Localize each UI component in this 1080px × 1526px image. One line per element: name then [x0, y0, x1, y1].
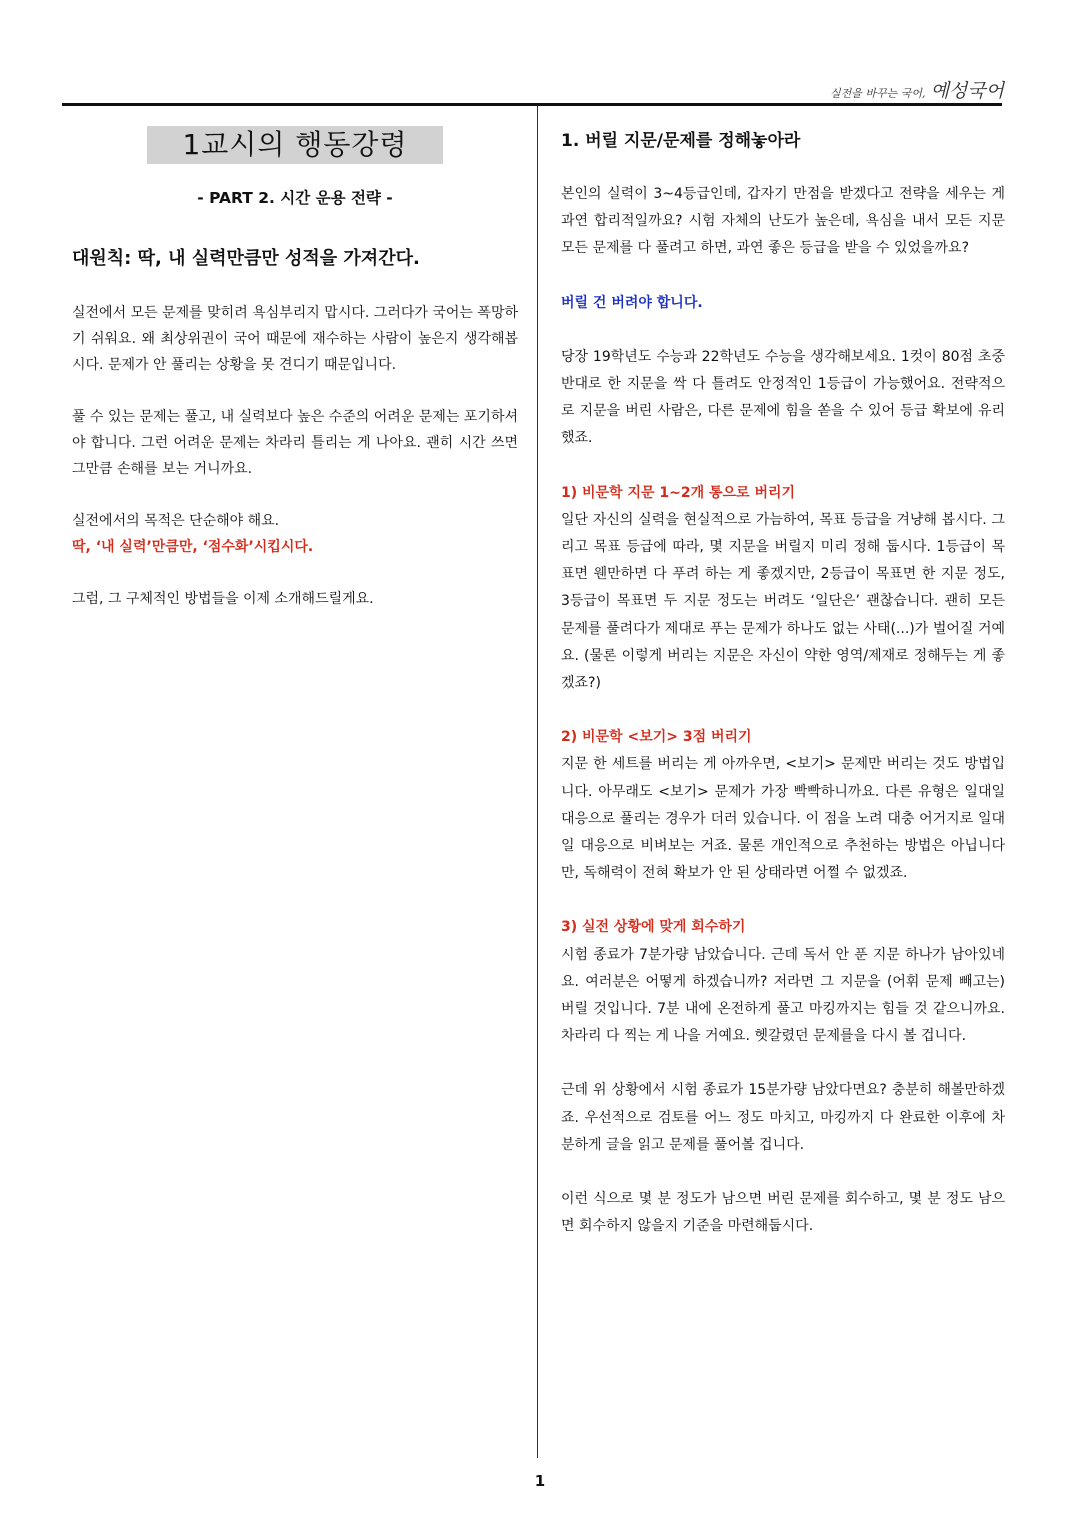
brand-tagline: 실전을 바꾸는 국어, [829, 87, 926, 100]
subsection-3-body: 시험 종료가 7분가량 남았습니다. 근데 독서 안 푼 지문 하나가 남아있네요. 여러분은 어떻게 하겠습니까? 저라면 그 지문을 (어휘 문제 빼고는) 버릴 것입니다. 7분 내에 온전하게 풀고 마킹까지는 힘들 것 같으니까요. 차라리 다 찍는 게 나을 거예요. 헷갈렸던 문제를을 다시 볼 겁니다. [561, 946, 1005, 1045]
brand-header [830, 76, 1004, 103]
left-column [72, 126, 518, 612]
subsection-2-title: 2) 비문학 <보기> 3점 버리기 [561, 729, 752, 746]
header-rule [62, 103, 1002, 106]
right-paragraph-1: 본인의 실력이 3~4등급인데, 갑자기 만점을 받겠다고 전략을 세우는 게 과연 합리적일까요? 시험 자체의 난도가 높은데, 욕심을 내서 모든 지문 모든 문제를 다 풀려고 하면, 과연 좋은 등급을 받을 수 있었을까요? [561, 186, 1005, 257]
left-paragraph-1: 실전에서 모든 문제를 맞히려 욕심부리지 맙시다. 그러다가 국어는 폭망하기 쉬워요. 왜 최상위권이 국어 때문에 재수하는 사람이 높은지 생각해봅시다. 문제가 안 풀리는 상황을 못 견디기 때문입니다. [72, 305, 518, 373]
emphasis-blue: 버릴 건 버려야 합니다. [561, 294, 703, 311]
right-paragraph-3: 근데 위 상황에서 시험 종료가 15분가량 남았다면요? 충분히 해볼만하겠죠. 우선적으로 검토를 어느 정도 마치고, 마킹까지 다 완료한 이후에 차분하게 글을 읽고 문제를 풀어볼 겁니다. [561, 1082, 1005, 1153]
subsection-1-body: 일단 자신의 실력을 현실적으로 가늠하여, 목표 등급을 겨냥해 봅시다. 그리고 목표 등급에 따라, 몇 지문을 버릴지 미리 정해 둡시다. 1등급이 목표면 웬만하면 다 푸려 하는 게 좋겠지만, 2등급이 목표면 한 지문 정도, 3등급이 목표면 두 지문 정도는 버려도 ‘일단은’ 괜찮습니다. 괜히 모든 문제를 풀려다가 제대로 푸는 문제가 하나도 없는 사태(...)가 벌어질 거예요. (물론 이렇게 버리는 지문은 자신이 약한 영역/제재로 정해두는 게 좋겠죠?) [561, 511, 1005, 692]
subsection-2-body: 지문 한 세트를 버리는 게 아까우면, <보기> 문제만 버리는 것도 방법입니다. 아무래도 <보기> 문제가 가장 빡빡하니까요. 다른 유형은 일대일 대응으로 풀리는 경우가 더러 있습니다. 이 점을 노려 대충 어거지로 일대일 대응으로 비벼보는 거죠. 물론 개인적으로 추천하는 방법은 아닙니다만, 독해력이 전혀 확보가 안 된 상태라면 어쩔 수 없겠죠. [561, 756, 1005, 882]
right-column [561, 126, 1005, 1241]
main-principle: 대원칙: 딱, 내 실력만큼만 성적을 가져간다. [72, 248, 420, 269]
left-paragraph-2: 풀 수 있는 문제는 풀고, 내 실력보다 높은 수준의 어려운 문제는 포기하셔야 합니다. 그런 어려운 문제는 차라리 틀리는 게 나아요. 괜히 시간 쓰면 그만큼 손해를 보는 거니까요. [72, 409, 518, 477]
page-subtitle: - PART 2. 시간 운용 전략 - [197, 189, 393, 207]
brand-name: 예성국어 [930, 80, 1004, 102]
section-heading: 1. 버릴 지문/문제를 정해놓아라 [561, 131, 801, 151]
left-emphasis-red: 딱, ‘내 실력’만큼만, ‘점수화’시킵시다. [72, 539, 314, 555]
page-title: 1교시의 행동강령 [147, 126, 443, 164]
subsection-1-title: 1) 비문학 지문 1~2개 통으로 버리기 [561, 484, 796, 501]
page-number: 1 [534, 1472, 546, 1490]
left-paragraph-3: 실전에서의 목적은 단순해야 해요. [72, 513, 280, 529]
left-paragraph-4: 그럼, 그 구체적인 방법들을 이제 소개해드릴게요. [72, 591, 374, 607]
column-divider [537, 106, 538, 1458]
right-paragraph-2: 당장 19학년도 수능과 22학년도 수능을 생각해보세요. 1컷이 80점 초중반대로 한 지문을 싹 다 틀려도 안정적인 1등급이 가능했어요. 전략적으로 지문을 버린 사람은, 다른 문제에 힘을 쏟을 수 있어 등급 확보에 유리했죠. [561, 348, 1005, 447]
right-paragraph-4: 이런 식으로 몇 분 정도가 남으면 버린 문제를 회수하고, 몇 분 정도 남으면 회수하지 않을지 기준을 마련해둡시다. [561, 1191, 1005, 1235]
subsection-3-title: 3) 실전 상황에 맞게 회수하기 [561, 919, 746, 936]
